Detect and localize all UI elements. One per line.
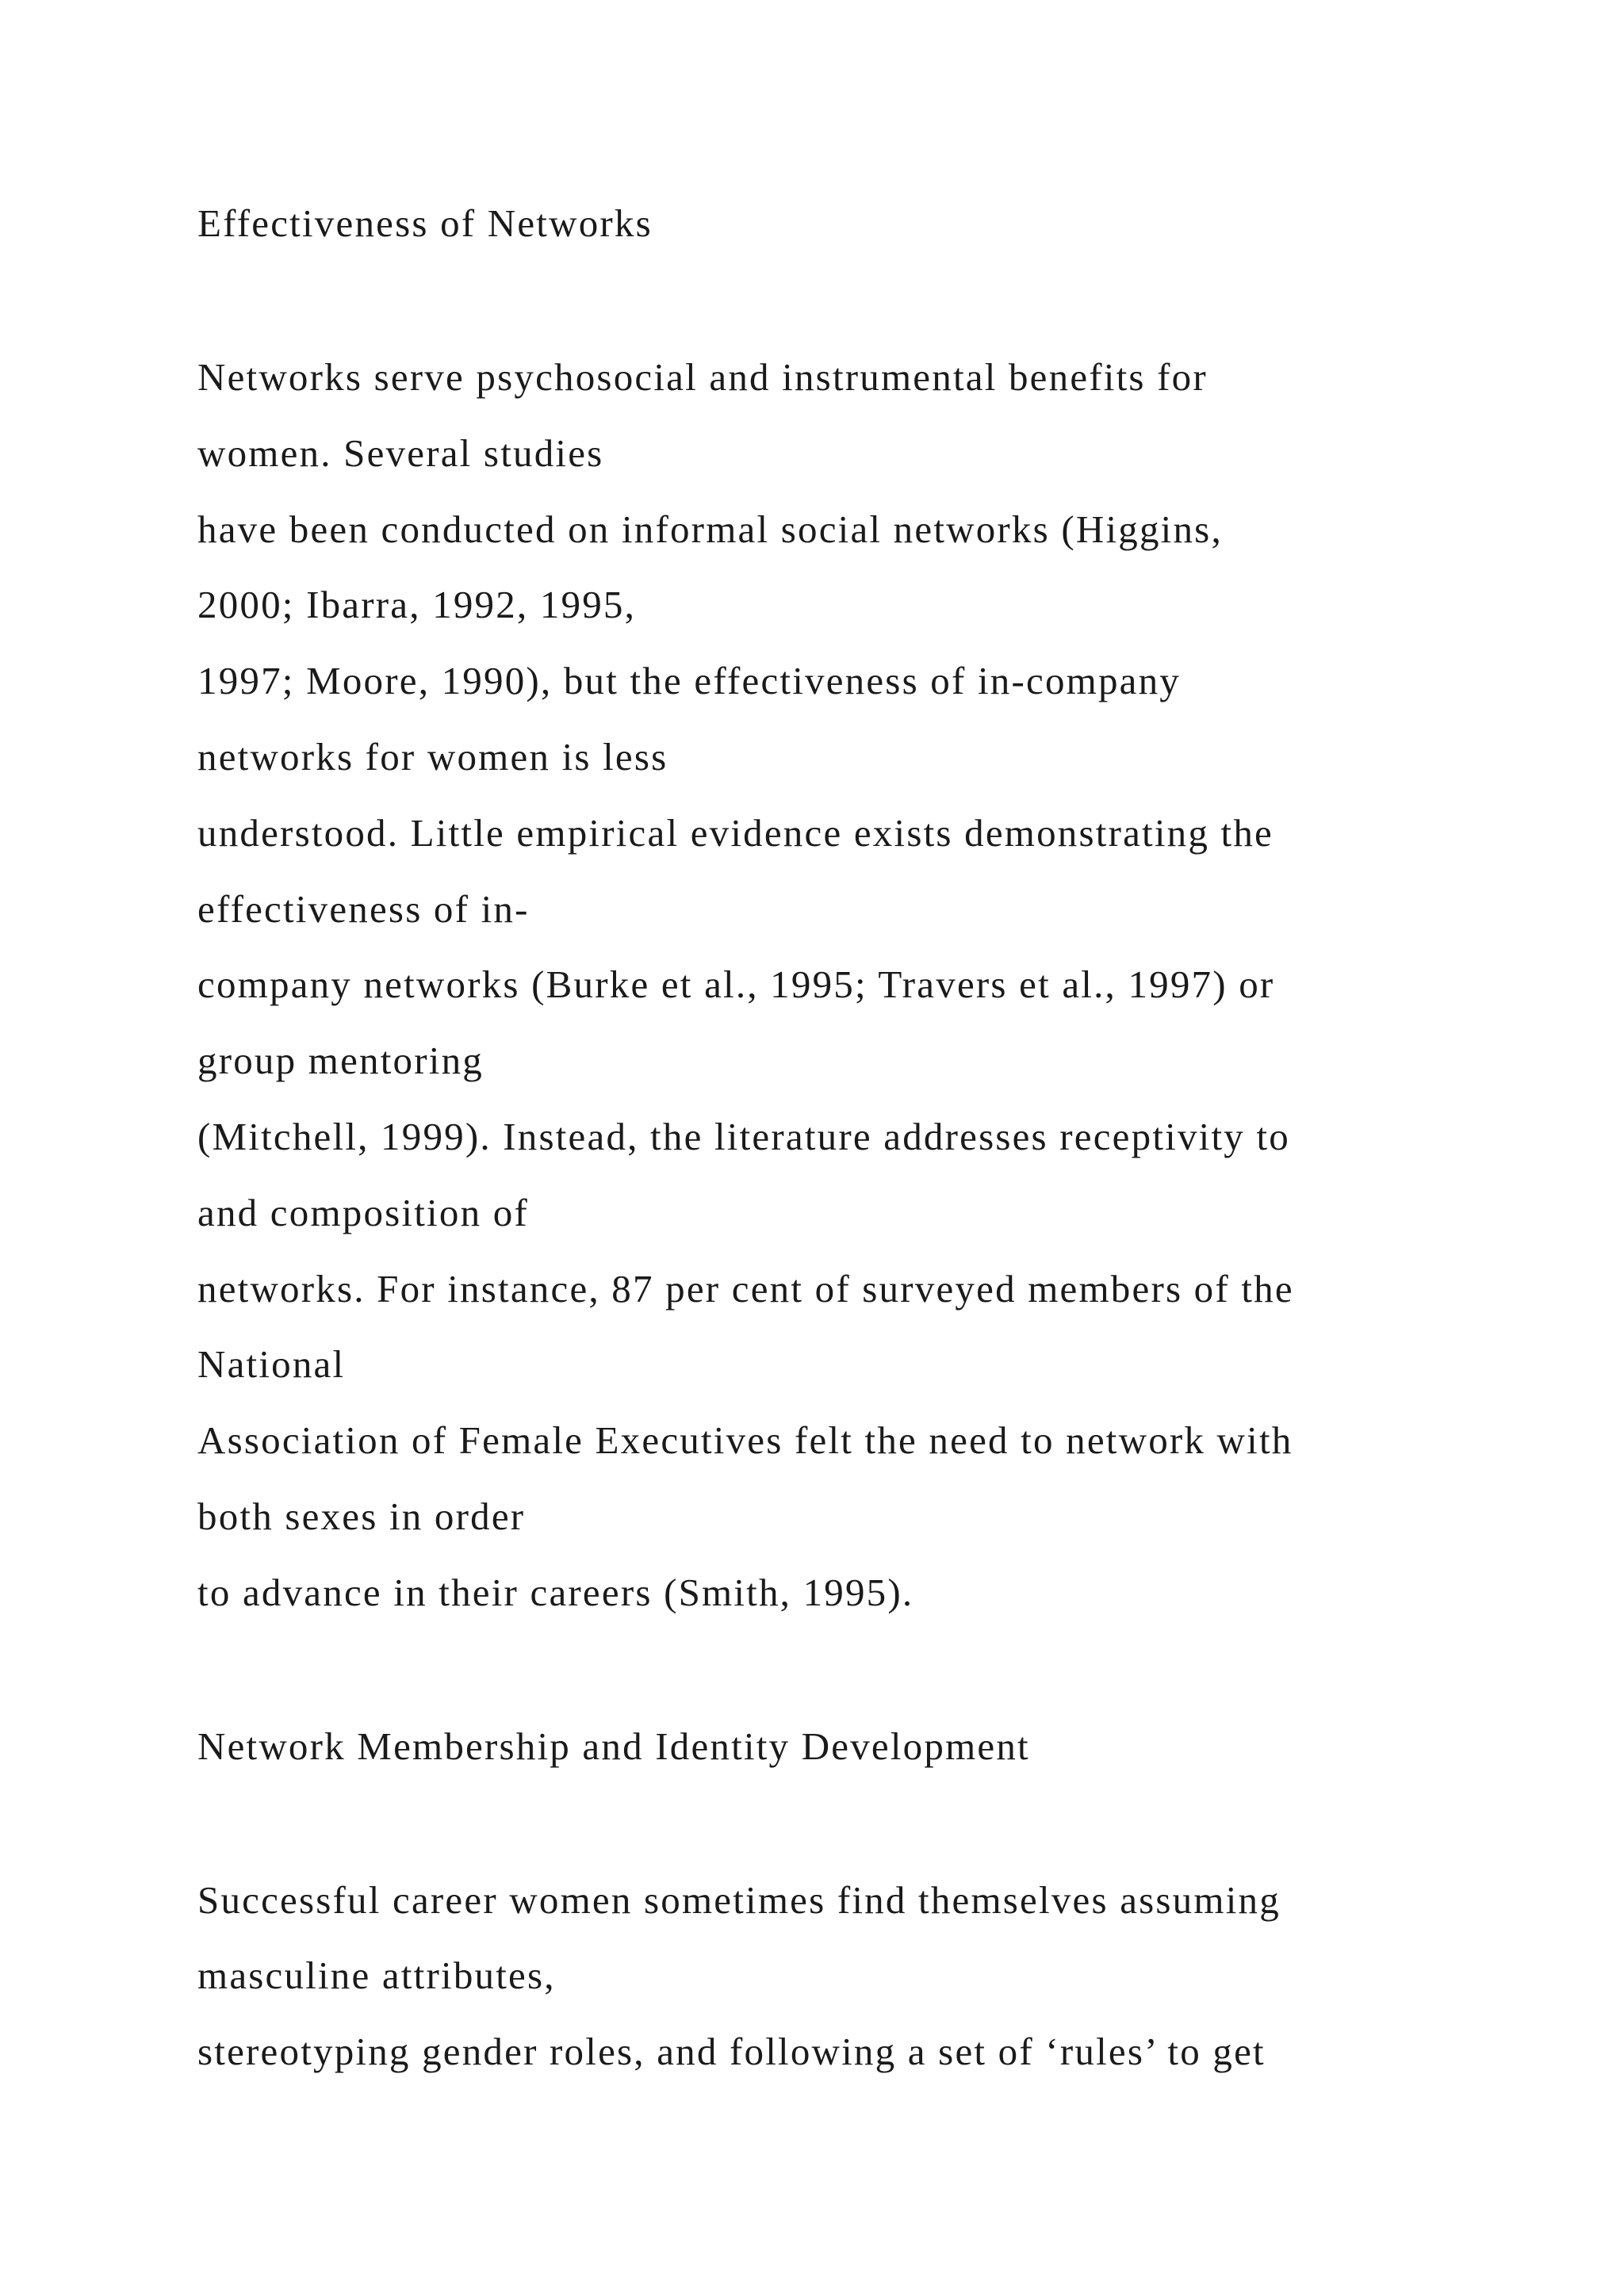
paragraph-line: both sexes in order [197,1494,526,1538]
paragraph-line: Association of Female Executives felt the need to network with [197,1418,1293,1462]
paragraph-line: women. Several studies [197,431,604,475]
paragraph-line: group mentoring [197,1039,484,1082]
paragraph-line: 2000; Ibarra, 1992, 1995, [197,583,637,626]
paragraph-line: 1997; Moore, 1990), but the effectiveness of in-company [197,659,1182,702]
paragraph-line: networks for women is less [197,735,668,779]
paragraph-line: networks. For instance, 87 per cent of surveyed members of the [197,1267,1294,1311]
paragraph-line: stereotyping gender roles, and following a set of ‘rules’ to get [197,2030,1266,2073]
paragraph-line: to advance in their careers (Smith, 1995). [197,1571,914,1614]
paragraph-line: company networks (Burke et al., 1995; Travers et al., 1997) or [197,962,1275,1006]
paragraph-line: effectiveness of in- [197,887,530,931]
paragraph-line: and composition of [197,1191,529,1234]
paragraph-line: (Mitchell, 1999). Instead, the literature addresses receptivity to [197,1115,1290,1158]
paragraph-line: understood. Little empirical evidence exists demonstrating the [197,811,1274,855]
section-heading: Network Membership and Identity Development [197,1724,1030,1768]
paragraph-line: have been conducted on informal social networks (Higgins, [197,507,1223,551]
paragraph-line: Successful career women sometimes find themselves assuming [197,1878,1281,1922]
paragraph-line: Networks serve psychosocial and instrumental benefits for [197,355,1208,399]
paragraph-line: National [197,1342,346,1386]
section-heading: Effectiveness of Networks [197,201,653,245]
paragraph-line: masculine attributes, [197,1954,556,1997]
